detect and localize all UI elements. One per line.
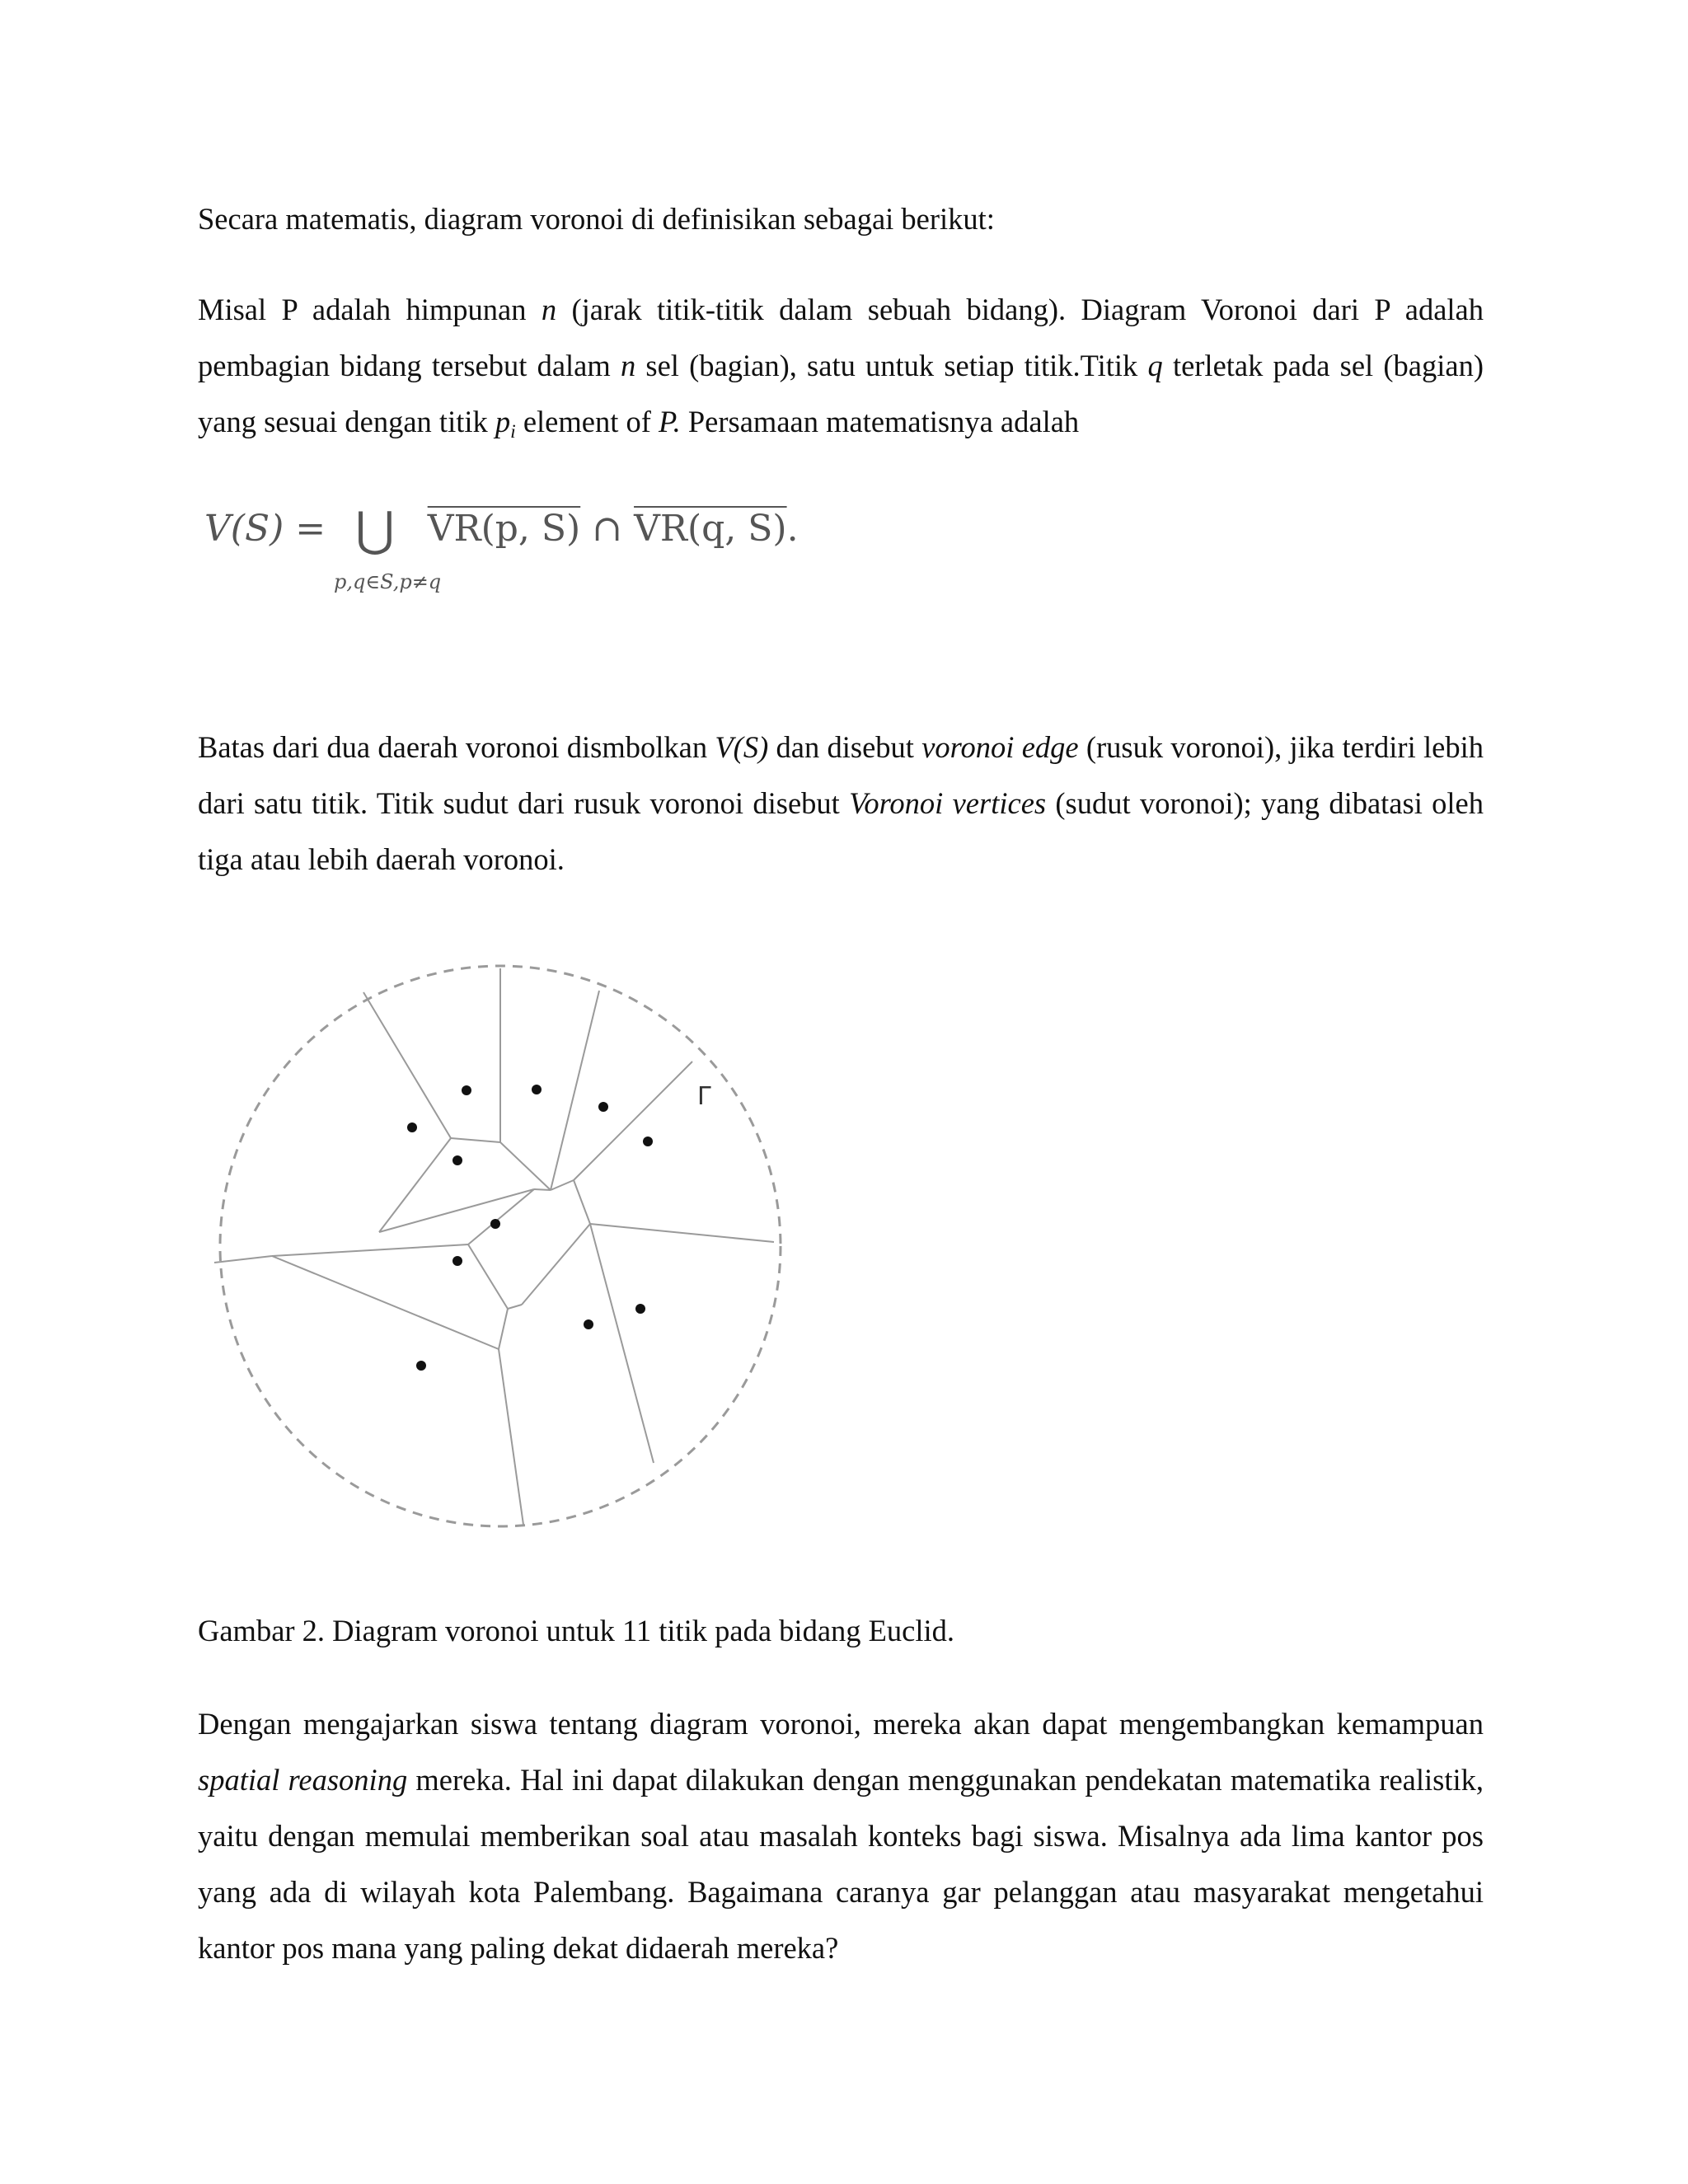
voronoi-edge — [551, 1180, 574, 1190]
voronoi-diagram — [198, 948, 791, 1541]
voronoi-edge — [500, 1142, 551, 1190]
gamma-label: Γ — [697, 1082, 711, 1111]
var-n: n — [541, 293, 557, 326]
voronoi-formula — [198, 494, 857, 610]
voronoi-edge — [499, 1349, 523, 1525]
voronoi-edge — [574, 1180, 590, 1224]
voronoi-edge — [468, 1244, 508, 1309]
var-p: p — [495, 405, 511, 438]
site-point — [407, 1122, 417, 1132]
site-point — [584, 1319, 593, 1329]
voronoi-edge — [590, 1224, 774, 1242]
intro-paragraph: Secara matematis, diagram voronoi di definisikan sebagai berikut: — [198, 202, 995, 236]
site-point — [452, 1256, 462, 1266]
formula-term-1: VR(p, S) — [427, 508, 581, 550]
formula-lhs: V(S) = — [204, 508, 326, 550]
voronoi-edge — [379, 1138, 451, 1232]
formula-term-2: VR(q, S) — [634, 508, 787, 550]
var-q: q — [1147, 349, 1163, 382]
voronoi-edge — [534, 1189, 551, 1190]
voronoi-edge — [499, 1309, 508, 1349]
batas-text: (sudut voronoi); yang dibatasi oleh tiga atau lebih daerah voronoi. — [198, 786, 1484, 876]
voronoi-edge — [272, 1244, 468, 1256]
formula-subscript: p,q∈S,p≠q — [334, 570, 442, 593]
definition-text: sel (bagian), satu untuk setiap titik.Titik — [635, 349, 1148, 382]
figure-caption: Gambar 2. Diagram voronoi untuk 11 titik pada bidang Euclid. — [198, 1614, 955, 1647]
site-point — [452, 1155, 462, 1165]
term-voronoi-edge: voronoi edge — [921, 730, 1079, 764]
voronoi-edge — [363, 992, 451, 1138]
batas-text: Batas dari dua daerah voronoi dismbolkan — [198, 730, 715, 764]
definition-text: Misal P adalah himpunan — [198, 293, 542, 326]
teaching-text: Dengan mengajarkan siswa tentang diagram voronoi, mereka akan dapat mengembangkan kemampuan — [198, 1707, 1484, 1741]
term-spatial-reasoning: spatial reasoning — [198, 1763, 408, 1797]
site-point — [462, 1085, 471, 1095]
teaching-paragraph — [198, 1696, 1484, 1976]
site-point — [532, 1085, 542, 1094]
definition-text: (jarak titik-titik dalam sebuah bidang). Diagram Voronoi dari P adalah pembagian bidang tersebut dalam — [198, 293, 1484, 382]
formula-main-row — [204, 501, 799, 557]
voronoi-edge — [451, 1138, 500, 1142]
definition-text: element of — [515, 405, 659, 438]
definition-text: Persamaan matematisnya adalah — [680, 405, 1080, 438]
formula-end: . — [786, 508, 799, 550]
voronoi-edge — [508, 1305, 522, 1309]
var-n: n — [620, 349, 636, 382]
site-point — [490, 1219, 500, 1229]
definition-paragraph — [198, 282, 1484, 450]
term-vs: V(S) — [715, 730, 769, 764]
voronoi-edge — [272, 1256, 499, 1349]
voronoi-edge — [590, 1224, 654, 1463]
voronoi-edge — [574, 1062, 692, 1180]
var-P: P. — [659, 405, 681, 438]
voronoi-edge — [214, 1256, 272, 1263]
definition-text: terletak pada sel (bagian) yang sesuai dengan titik — [198, 349, 1484, 438]
formula-cap: ∩ — [580, 508, 635, 550]
batas-paragraph — [198, 719, 1484, 888]
union-symbol: ⋃ — [355, 501, 395, 557]
voronoi-diagram-figure — [198, 948, 791, 1541]
site-point — [598, 1102, 608, 1112]
site-point — [416, 1361, 426, 1371]
voronoi-edge — [551, 991, 599, 1190]
var-i-subscript: i — [510, 421, 516, 443]
teaching-text: mereka. Hal ini dapat dilakukan dengan menggunakan pendekatan matematika realistik, yaitu dengan memulai memberikan soal atau masalah konteks bagi siswa. Misalnya ada lima kantor pos yang ada di wilayah kota Palembang. Bagaimana caranya gar pelanggan atau masyarakat mengetahui kantor pos mana yang paling dekat didaerah mereka? — [198, 1763, 1484, 1965]
term-voronoi-vertices: Voronoi vertices — [849, 786, 1047, 820]
voronoi-edge — [522, 1224, 590, 1305]
batas-text: (rusuk voronoi), jika terdiri lebih dari satu titik. Titik sudut dari rusuk voronoi disebut — [198, 730, 1484, 820]
voronoi-edge — [379, 1189, 534, 1232]
site-point — [635, 1304, 645, 1314]
site-point — [643, 1137, 653, 1146]
batas-text: dan disebut — [768, 730, 922, 764]
